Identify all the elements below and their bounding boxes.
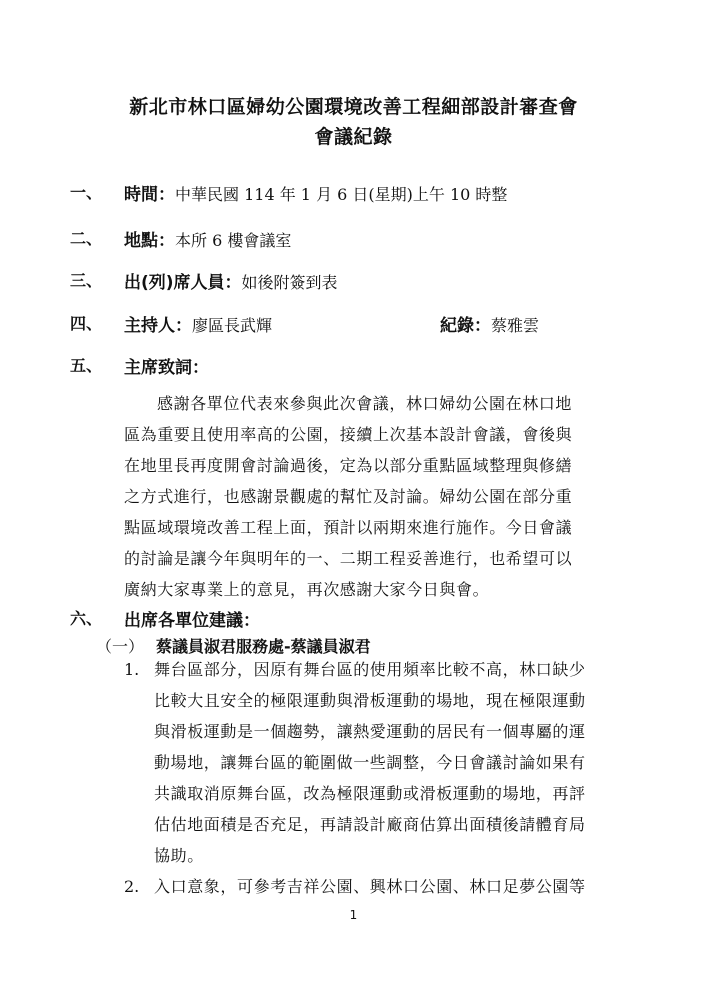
suggestion-list	[124, 654, 654, 902]
item-label: 出(列)席人員：如後附簽到表	[124, 273, 338, 293]
item-recorder-value: 蔡雅雲	[491, 316, 540, 335]
item-label: 地點：本所 6 樓會議室	[124, 231, 292, 251]
list-item-body	[154, 871, 654, 902]
item-chair-speech	[0, 353, 707, 379]
list-item-line: 估估地面積是否充足，再請設計廠商估算出面積後請體育局	[154, 815, 586, 834]
list-item-line: 動場地，讓舞台區的範圍做一些調整，今日會議討論如果有	[154, 753, 586, 772]
item-recorder: 紀錄：蔡雅雲	[440, 316, 540, 336]
item-location	[0, 226, 707, 252]
page-number: 1	[349, 908, 358, 922]
speech-line: 之方式進行，也感謝景觀處的幫忙及討論。婦幼公園在部分重	[124, 487, 573, 506]
subsection-title: 蔡議員淑君服務處-蔡議員淑君	[156, 637, 371, 656]
item-number: 二、	[70, 229, 103, 248]
item-value: 如後附簽到表	[241, 273, 338, 292]
speech-line: 廣納大家專業上的意見，再次感謝大家今日與會。	[124, 580, 490, 599]
list-item-number: 2.	[124, 877, 140, 896]
list-item-body	[154, 654, 654, 871]
list-item	[124, 654, 654, 871]
speech-line: 區為重要且使用率高的公園，接續上次基本設計會議，會後與	[124, 425, 573, 444]
list-item	[124, 871, 654, 902]
list-item-line: 協助。	[154, 846, 204, 865]
document-title: 新北市林口區婦幼公園環境改善工程細部設計審查會	[129, 96, 578, 118]
speech-line: 的討論是讓今年與明年的一、二期工程妥善進行，也希望可以	[124, 549, 573, 568]
item-chair	[0, 311, 707, 337]
item-number: 五、	[70, 356, 103, 375]
speech-line: 點區域環境改善工程上面，預計以兩期來進行施作。今日會議	[124, 518, 573, 537]
item-number: 一、	[70, 183, 103, 202]
document-subtitle: 會議紀錄	[314, 126, 393, 148]
item-label: 出席各單位建議：	[124, 611, 260, 631]
item-value: 中華民國 114 年 1 月 6 日(星期)上午 10 時整	[175, 185, 508, 204]
item-label: 時間：中華民國 114 年 1 月 6 日(星期)上午 10 時整	[124, 185, 508, 205]
item-value: 本所 6 樓會議室	[175, 231, 292, 250]
list-item-line: 共識取消原舞台區，改為極限運動或滑板運動的場地，再評	[154, 784, 586, 803]
item-label: 主持人：廖區長武輝	[124, 316, 273, 336]
item-number: 四、	[70, 314, 103, 333]
item-attendees	[0, 268, 707, 294]
item-time	[0, 180, 707, 206]
speech-line: 在地里長再度開會討論過後，定為以部分重點區域整理與修繕	[124, 456, 573, 475]
subsection-number: （一）	[96, 637, 145, 656]
list-item-line: 入口意象，可參考吉祥公園、興林口公園、林口足夢公園等	[154, 877, 586, 896]
item-value: 廖區長武輝	[192, 316, 273, 335]
list-item-number: 1.	[124, 660, 140, 679]
speech-paragraph	[124, 388, 644, 605]
item-suggestions	[0, 606, 707, 632]
list-item-line: 與滑板運動是一個趨勢，讓熱愛運動的居民有一個專屬的運	[154, 722, 586, 741]
item-label: 主席致詞：	[124, 358, 209, 378]
speech-line: 感謝各單位代表來參與此次會議，林口婦幼公園在林口地	[157, 394, 573, 413]
list-item-line: 比較大且安全的極限運動與滑板運動的場地，現在極限運動	[154, 691, 586, 710]
item-number: 六、	[70, 609, 103, 628]
list-item-line: 舞台區部分，因原有舞台區的使用頻率比較不高，林口缺少	[154, 660, 586, 679]
item-number: 三、	[70, 271, 103, 290]
